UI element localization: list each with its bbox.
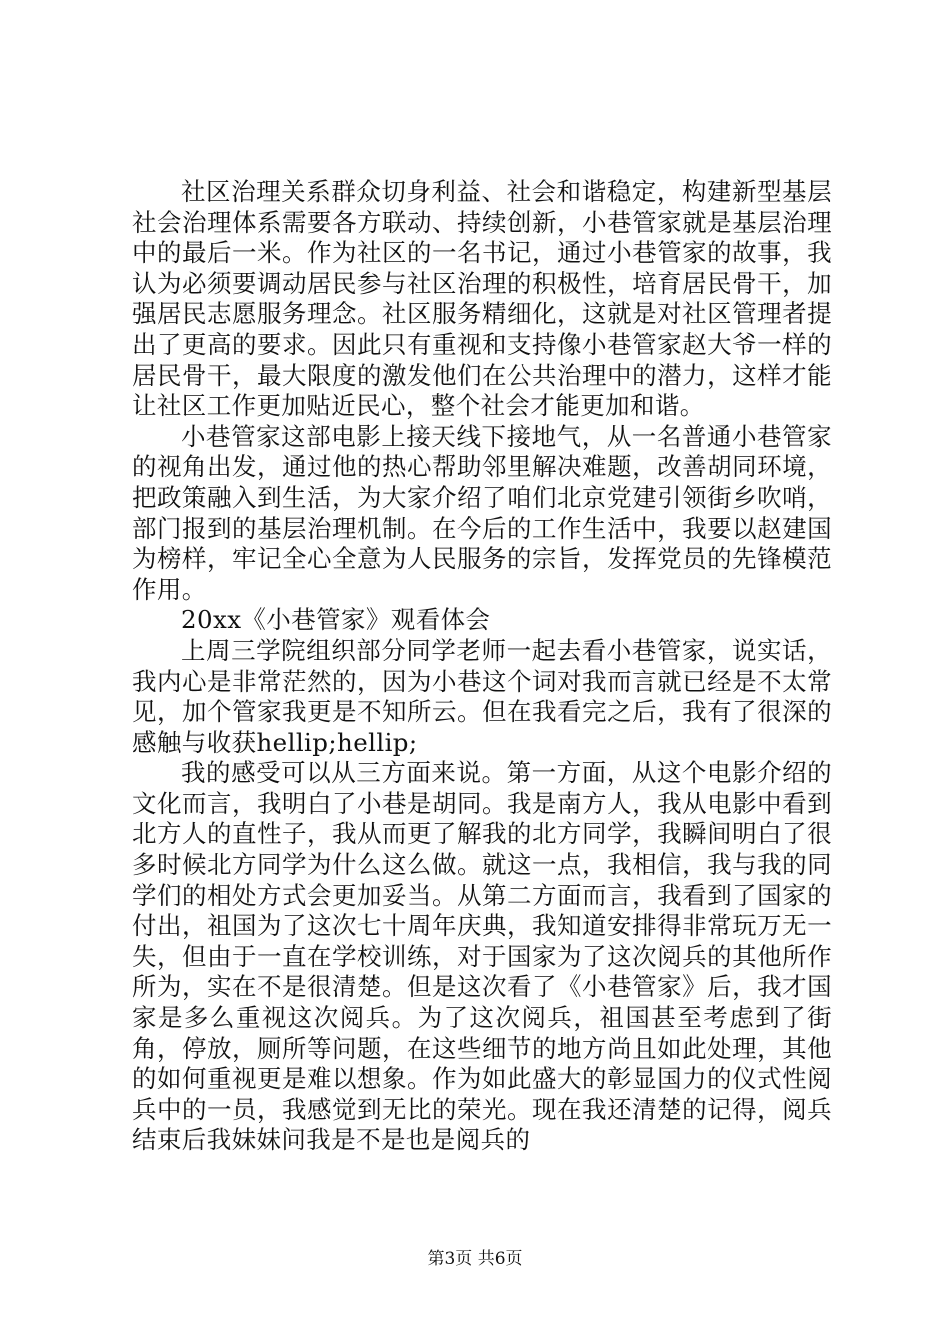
paragraph-movie-review: 小巷管家这部电影上接天线下接地气，从一名普通小巷管家的视角出发，通过他的热心帮助邻里解决难题，改善胡同环境，把政策融入到生活，为大家介绍了咱们北京党建引领街乡吹哨，部门报到的基层治理机制。在今后的工作生活中，我要以赵建国为榜样，牢记全心全意为人民服务的宗旨，发挥党员的先锋模范作用。: [132, 421, 832, 604]
paragraph-community-governance: 社区治理关系群众切身利益、社会和谐稳定，构建新型基层社会治理体系需要各方联动、持续创新，小巷管家就是基层治理中的最后一米。作为社区的一名书记，通过小巷管家的故事，我认为必须要调动居民参与社区治理的积极性，培育居民骨干，加强居民志愿服务理念。社区服务精细化，这就是对社区管理者提出了更高的要求。因此只有重视和支持像小巷管家赵大爷一样的居民骨干，最大限度的激发他们在公共治理中的潜力，这样才能让社区工作更加贴近民心，整个社会才能更加和谐。: [132, 177, 832, 421]
document-body: [132, 177, 832, 1156]
section-heading: 20xx《小巷管家》观看体会: [181, 605, 491, 635]
page-footer: 第3页 共6页: [427, 1249, 523, 1269]
paragraph-college-screening: 上周三学院组织部分同学老师一起去看小巷管家，说实话，我内心是非常茫然的，因为小巷这个词对我而言就已经是不太常见，加个管家我更是不知所云。但在我看完之后，我有了很深的感触与收获hellip;hellip;: [132, 635, 832, 757]
paragraph-three-aspects: 我的感受可以从三方面来说。第一方面，从这个电影介绍的文化而言，我明白了小巷是胡同。我是南方人，我从电影中看到北方人的直性子，我从而更了解我的北方同学，我瞬间明白了很多时候北方同学为什么这么做。就这一点，我相信，我与我的同学们的相处方式会更加妥当。从第二方面而言，我看到了国家的付出，祖国为了这次七十周年庆典，我知道安排得非常玩万无一失，但由于一直在学校训练，对于国家为了这次阅兵的其他所作所为，实在不是很清楚。但是这次看了《小巷管家》后，我才国家是多么重视这次阅兵。为了这次阅兵，祖国甚至考虑到了街角，停放，厕所等问题，在这些细节的地方尚且如此处理，其他的如何重视更是难以想象。作为如此盛大的彰显国力的仪式性阅兵中的一员，我感觉到无比的荣光。现在我还清楚的记得，阅兵结束后我妹妹问我是不是也是阅兵的: [132, 758, 832, 1155]
